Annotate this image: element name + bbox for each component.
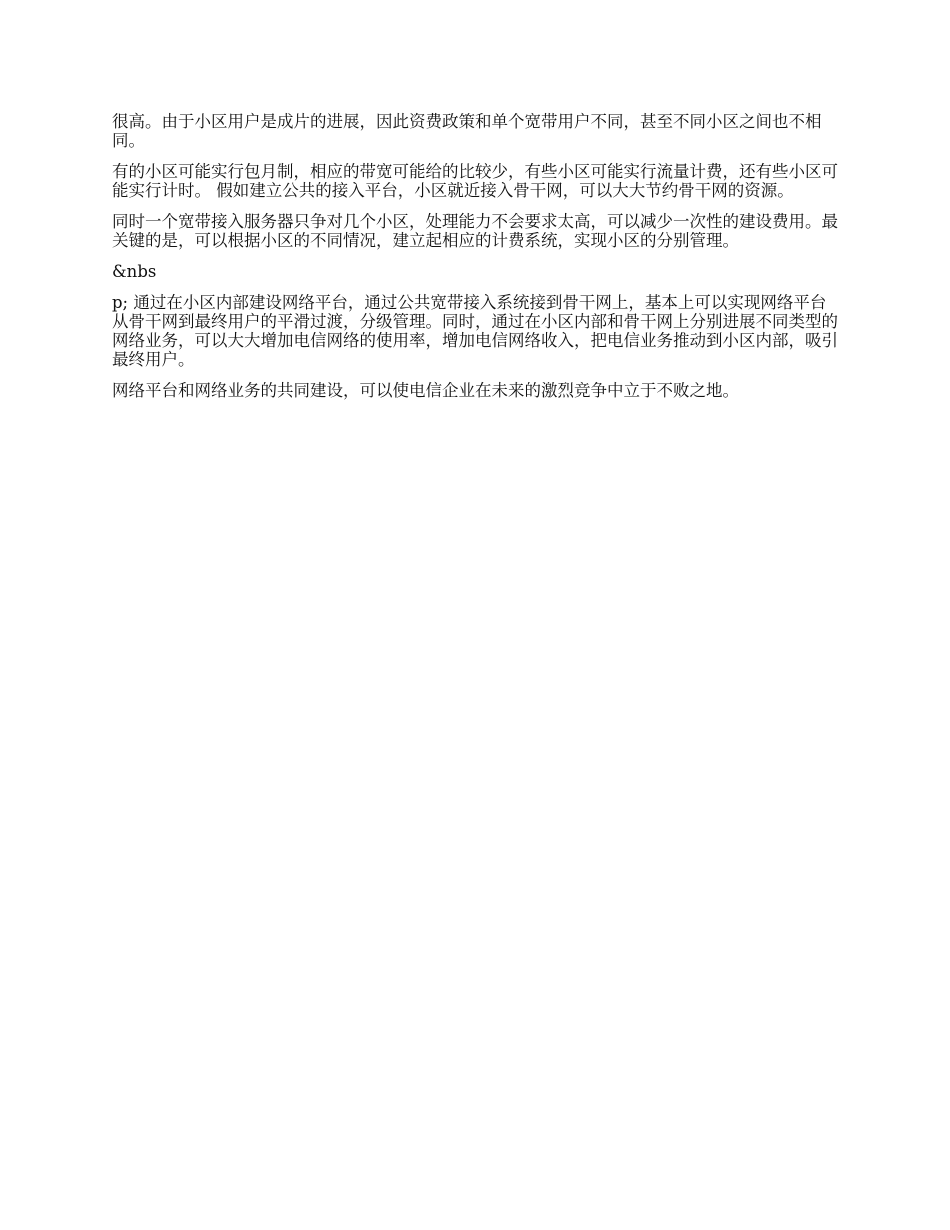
paragraph-3: 同时一个宽带接入服务器只争对几个小区，处理能力不会要求太高，可以减少一次性的建设费用。最关键的是，可以根据小区的不同情况，建立起相应的计费系统，实现小区的分别管理。: [112, 212, 838, 250]
paragraph-1: 很高。由于小区用户是成片的进展，因此资费政策和单个宽带用户不同，甚至不同小区之间也不相同。: [112, 112, 822, 150]
paragraph-5: p; 通过在小区内部建设网络平台，通过公共宽带接入系统接到骨干网上，基本上可以实现网络平台从骨干网到最终用户的平滑过渡，分级管理。同时，通过在小区内部和骨干网上分别进展不同类型的网络业务，可以大大增加电信网络的使用率，增加电信网络收入，把电信业务推动到小区内部，吸引最终用户。: [112, 293, 838, 369]
paragraph-4: &nbs: [112, 262, 157, 281]
paragraph-2: 有的小区可能实行包月制，相应的带宽可能给的比较少，有些小区可能实行流量计费，还有些小区可能实行计时。 假如建立公共的接入平台，小区就近接入骨干网，可以大大节约骨干网的资源。: [112, 162, 838, 200]
document-body: [112, 112, 840, 412]
paragraph-6: 网络平台和网络业务的共同建设，可以使电信企业在未来的激烈竞争中立于不败之地。: [112, 381, 739, 400]
